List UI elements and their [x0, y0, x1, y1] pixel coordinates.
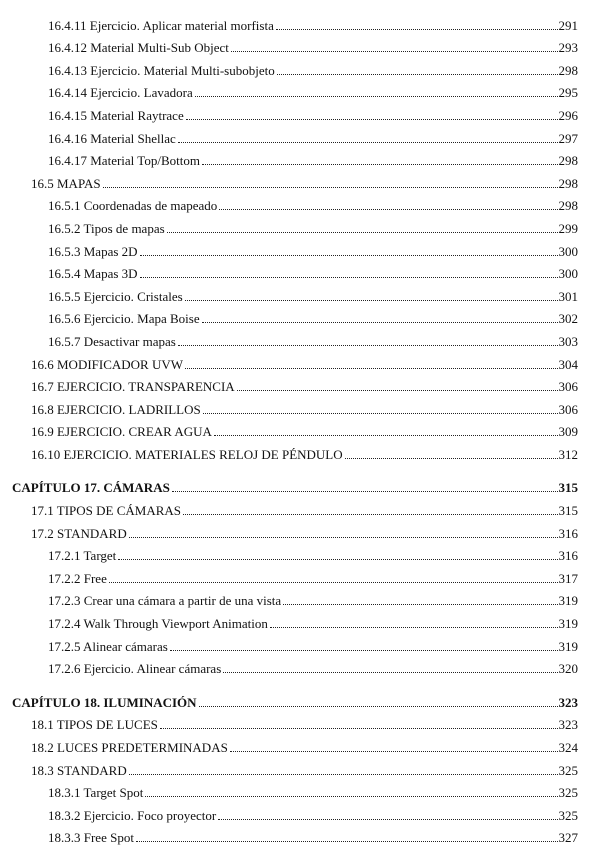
toc-page-number: 298: [558, 62, 578, 78]
dot-leader: [136, 841, 558, 842]
toc-entry-title: 16.5.6 Ejercicio. Mapa Boise: [48, 311, 200, 327]
toc-section-entry: [0, 417, 600, 440]
toc-entry-title: 18.3 STANDARD: [31, 762, 127, 778]
toc-entry-title: 16.4.17 Material Top/Bottom: [48, 153, 200, 169]
dot-leader: [230, 751, 558, 752]
toc-page-number: 306: [558, 401, 578, 417]
toc-entry-title: 18.3.1 Target Spot: [48, 785, 144, 801]
toc-entry-title: 16.4.13 Ejercicio. Material Multi-subobjeto: [48, 62, 275, 78]
toc-page-number: 298: [558, 153, 578, 169]
toc-page-number: 325: [558, 762, 578, 778]
toc-entry-title: 16.4.14 Ejercicio. Lavadora: [48, 85, 193, 101]
toc-subsection-entry: [0, 281, 600, 304]
toc-page-number: 323: [558, 717, 578, 733]
toc-entry-title: 16.9 EJERCICIO. CREAR AGUA: [31, 424, 212, 440]
dot-leader: [219, 209, 557, 210]
dot-leader: [223, 672, 557, 673]
toc-page-number: 301: [558, 288, 578, 304]
toc-subsection-entry: [0, 100, 600, 123]
toc-page-number: 316: [558, 548, 578, 564]
dot-leader: [129, 537, 558, 538]
dot-leader: [202, 164, 558, 165]
toc-page-number: 323: [558, 694, 578, 710]
section-gap: [0, 462, 600, 473]
toc-page-number: 303: [558, 333, 578, 349]
dot-leader: [170, 650, 558, 651]
toc-chapter-entry: [0, 687, 600, 710]
toc-entry-title: 17.2.2 Free: [48, 570, 107, 586]
toc-section-entry: [0, 518, 600, 541]
toc-subsection-entry: [0, 10, 600, 33]
toc-entry-title: 16.5.1 Coordenadas de mapeado: [48, 198, 218, 214]
dot-leader: [145, 796, 557, 797]
toc-page-number: 299: [558, 220, 578, 236]
toc-entry-title: 16.5.7 Desactivar mapas: [48, 333, 176, 349]
toc-entry-title: 16.5.5 Ejercicio. Cristales: [48, 288, 183, 304]
dot-leader: [140, 255, 558, 256]
dot-leader: [185, 300, 558, 301]
toc-entry-title: 16.4.12 Material Multi-Sub Object: [48, 40, 229, 56]
toc-subsection-entry: [0, 236, 600, 259]
toc-subsection-entry: [0, 33, 600, 56]
toc-section-entry: [0, 732, 600, 755]
toc-subsection-entry: [0, 55, 600, 78]
toc-subsection-entry: [0, 778, 600, 801]
toc-entry-title: 17.2 STANDARD: [31, 525, 127, 541]
toc-page-number: 320: [558, 661, 578, 677]
toc-entry-title: 16.8 EJERCICIO. LADRILLOS: [31, 401, 201, 417]
toc-entry-title: 17.2.5 Alinear cámaras: [48, 638, 168, 654]
toc-entry-title: 18.1 TIPOS DE LUCES: [31, 717, 158, 733]
toc-page-number: 300: [558, 266, 578, 282]
toc-page-number: 319: [558, 638, 578, 654]
toc-section-entry: [0, 495, 600, 518]
dot-leader: [183, 514, 557, 515]
dot-leader: [270, 627, 558, 628]
toc-subsection-entry: [0, 631, 600, 654]
toc-entry-title: 17.1 TIPOS DE CÁMARAS: [31, 503, 182, 519]
toc-entry-title: 16.4.16 Material Shellac: [48, 130, 176, 146]
dot-leader: [218, 819, 557, 820]
dot-leader: [172, 491, 558, 492]
toc-entry-title: 16.7 EJERCICIO. TRANSPARENCIA: [31, 379, 235, 395]
toc-section-entry: [0, 439, 600, 462]
dot-leader: [103, 187, 558, 188]
toc-page-number: 291: [558, 17, 578, 33]
toc-page-number: 312: [558, 446, 578, 462]
dot-leader: [231, 51, 558, 52]
dot-leader: [237, 390, 558, 391]
toc-page-number: 306: [558, 379, 578, 395]
toc-page-number: 304: [558, 356, 578, 372]
dot-leader: [202, 322, 558, 323]
toc-entry-title: CAPÍTULO 18. ILUMINACIÓN: [12, 694, 197, 710]
dot-leader: [160, 728, 558, 729]
toc-entry-title: 17.2.3 Crear una cámara a partir de una vista: [48, 593, 282, 609]
dot-leader: [178, 345, 558, 346]
toc-page-number: 327: [558, 830, 578, 846]
toc-page-number: 316: [558, 525, 578, 541]
toc-entry-title: 16.4.11 Ejercicio. Aplicar material morfista: [48, 17, 274, 33]
dot-leader: [345, 458, 558, 459]
toc-entry-title: 16.4.15 Material Raytrace: [48, 107, 184, 123]
toc-section-entry: [0, 394, 600, 417]
toc-entry-title: 17.2.1 Target: [48, 548, 117, 564]
toc-section-entry: [0, 168, 600, 191]
dot-leader: [129, 774, 558, 775]
toc-subsection-entry: [0, 800, 600, 823]
toc-subsection-entry: [0, 304, 600, 327]
dot-leader: [214, 435, 558, 436]
toc-subsection-entry: [0, 823, 600, 846]
dot-leader: [277, 74, 558, 75]
toc-page-number: 300: [558, 243, 578, 259]
table-of-contents: [0, 10, 600, 845]
toc-page-number: 315: [558, 503, 578, 519]
dot-leader: [186, 119, 558, 120]
toc-subsection-entry: [0, 213, 600, 236]
toc-subsection-entry: [0, 191, 600, 214]
toc-page-number: 296: [558, 107, 578, 123]
toc-subsection-entry: [0, 259, 600, 282]
toc-entry-title: 17.2.4 Walk Through Viewport Animation: [48, 616, 268, 632]
toc-section-entry: [0, 349, 600, 372]
toc-page-number: 315: [558, 480, 578, 496]
toc-entry-title: 16.5.3 Mapas 2D: [48, 243, 138, 259]
toc-subsection-entry: [0, 541, 600, 564]
toc-subsection-entry: [0, 654, 600, 677]
dot-leader: [195, 96, 558, 97]
toc-subsection-entry: [0, 146, 600, 169]
toc-entry-title: 17.2.6 Ejercicio. Alinear cámaras: [48, 661, 222, 677]
toc-subsection-entry: [0, 608, 600, 631]
toc-page-number: 309: [558, 424, 578, 440]
toc-entry-title: 16.5 MAPAS: [31, 175, 101, 191]
toc-entry-title: 18.3.3 Free Spot: [48, 830, 134, 846]
toc-page-number: 317: [558, 570, 578, 586]
toc-page-number: 319: [558, 616, 578, 632]
dot-leader: [276, 29, 558, 30]
toc-entry-title: 16.5.4 Mapas 3D: [48, 266, 138, 282]
toc-section-entry: [0, 755, 600, 778]
toc-entry-title: 18.3.2 Ejercicio. Foco proyector: [48, 807, 217, 823]
toc-page-number: 325: [558, 785, 578, 801]
toc-page-number: 295: [558, 85, 578, 101]
dot-leader: [199, 706, 558, 707]
toc-page-number: 297: [558, 130, 578, 146]
toc-entry-title: 16.10 EJERCICIO. MATERIALES RELOJ DE PÉNDULO: [31, 446, 343, 462]
toc-entry-title: 16.6 MODIFICADOR UVW: [31, 356, 184, 372]
toc-chapter-entry: [0, 473, 600, 496]
toc-page-number: 298: [558, 198, 578, 214]
toc-section-entry: [0, 710, 600, 733]
toc-subsection-entry: [0, 586, 600, 609]
toc-section-entry: [0, 372, 600, 395]
dot-leader: [178, 142, 558, 143]
toc-page-number: 293: [558, 40, 578, 56]
toc-page-number: 324: [558, 740, 578, 755]
toc-entry-title: CAPÍTULO 17. CÁMARAS: [12, 480, 170, 496]
dot-leader: [109, 582, 558, 583]
toc-page-number: 302: [558, 311, 578, 327]
section-gap: [0, 676, 600, 687]
dot-leader: [185, 368, 557, 369]
toc-subsection-entry: [0, 563, 600, 586]
dot-leader: [203, 413, 558, 414]
toc-entry-title: 16.5.2 Tipos de mapas: [48, 220, 165, 236]
toc-subsection-entry: [0, 326, 600, 349]
dot-leader: [283, 604, 557, 605]
dot-leader: [167, 232, 558, 233]
dot-leader: [140, 277, 558, 278]
toc-subsection-entry: [0, 78, 600, 101]
toc-subsection-entry: [0, 123, 600, 146]
toc-page-number: 298: [558, 175, 578, 191]
dot-leader: [118, 559, 557, 560]
toc-entry-title: 18.2 LUCES PREDETERMINADAS: [31, 740, 228, 755]
toc-page-number: 319: [558, 593, 578, 609]
toc-page-number: 325: [558, 807, 578, 823]
